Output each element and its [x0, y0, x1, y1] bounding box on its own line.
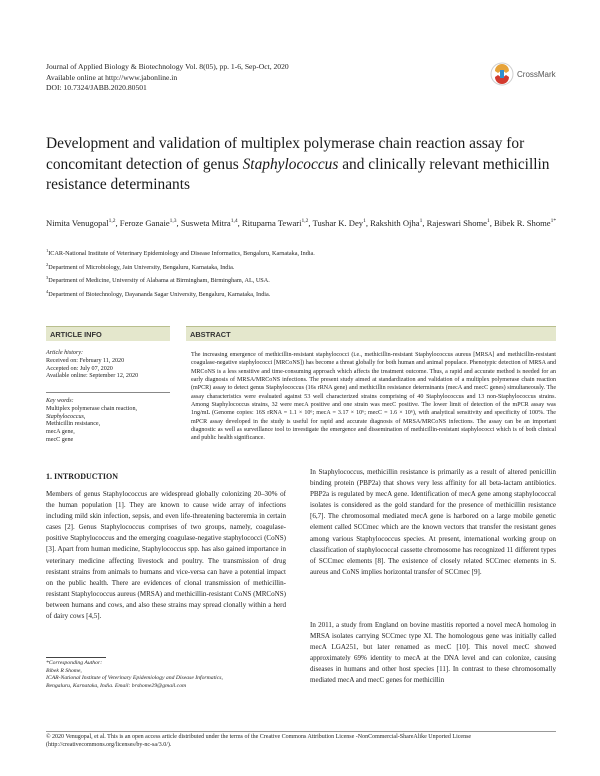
keywords-block [46, 398, 170, 445]
corresponding-author [46, 660, 286, 690]
keyword-item: mecC gene [46, 436, 74, 443]
journal-doi[interactable]: DOI: 10.7324/JABB.2020.80501 [46, 83, 147, 93]
affiliation-list [46, 246, 566, 301]
author-affil-marker: 1* [550, 218, 557, 224]
article-history [46, 350, 170, 381]
affiliation-item: $^3$Department of Medicine, University of Alabama at Birmingham, Birmingham, AL, USA. [46, 275, 270, 285]
author-name: Rajeswari Shome$^1$ [426, 217, 490, 228]
crossmark-label: CrossMark [517, 70, 556, 79]
author-affil-marker: 1,2 [301, 218, 309, 224]
corr-affil: ICAR-National Institute of Veterinary Epidemiology and Disease Informatics, [46, 675, 223, 682]
abstract-text: The increasing emergence of methicillin-resistant staphylococci (i.e., methicillin-resistant Staphylococcus aureus [MRSA] and methicillin-resistant coagulase-negative staphylococci [MRCoNS]) has become a threat globally for both human and animal populace. Phenotypic detection of MRSA and MRCoNS is a less sensitive and time-consuming approach which affects the treatment outcome. Thus, a rapid and accurate method is needed for an early diagnosis of MRSA/MRCoNS infections. The present study aimed at standardization and validation of a multiplex polymerase chain reaction (mPCR) assay to detect genus Staphylococcus (16s rRNA gene) and methicillin resistance determinants (mecA and mecC genes) simultaneously. The assay characteristics were evaluated against 53 well characterized strains comprising of 40 Staphylococcus and 13 non-Staphylococcus strains. Among Staphylococcus strains, 32 were mecA positive and one strain was mecC positive. The lower limit of detection of the mPCR assay was 1ng/mL (Genome copies: 16S rRNA = 1.1 × 10⁶; mecA = 3.17 × 10⁶; mecC = 1.6 × 10⁶), with analytical sensitivity and specificity of 100%. The mPCR assay developed in the study is useful for rapid and accurate diagnosis of MRSA/MRCoNS infections. The assay can be an important diagnostic as well as surveillance tool to investigate the emergence and dissemination of methicillin-resistant staphylococci which is of both clinical and public health significance. [191, 352, 556, 442]
corr-label: *Corresponding Author: [46, 660, 103, 666]
author-affil-marker: 1 [363, 218, 366, 224]
keywords-label: Key words: [46, 398, 74, 404]
journal-url[interactable]: Available online at http://www.jabonline.in [46, 72, 178, 82]
accepted-date: Accepted on: July 07, 2020 [46, 365, 113, 372]
author-name: Feroze Ganaie$^{1,3}$ [119, 217, 177, 228]
author-affil-marker: 1,4 [230, 218, 238, 224]
section-heading-introduction: 1. INTRODUCTION [46, 472, 119, 481]
crossmark-icon [491, 63, 513, 85]
author-name: Rituparna Tewari$^{1,2}$ [241, 217, 309, 228]
footer-rule [46, 731, 556, 732]
intro-paragraph-right-1: In Staphylococcus, methicillin resistance is primarily as a result of altered penicillin binding protein (PBP2a) that shows very less affinity for all beta-lactam antibiotics. PBP2a is regulated by mecA gene. Identification of mecA gene among staphylococcal isolates is considered as the gold standard for the presence of methicillin resistance [6,7]. The chromosomal mediated mecA gene is harbored on a large mobile genetic element called SCCmec which are the known vectors that transfer the resistant genes among various Staphylococcus species. At present, international working group on classification of staphylococcal cassette chromosome has recognized 11 different types of SCCmec elements [8]. The existence of closely related SCCmec elements in S. aureus and CoNS implies horizontal transfer of SCCmec [9]. [310, 468, 556, 576]
available-date: Available online: September 12, 2020 [46, 373, 139, 380]
intro-paragraph-left: Members of genus Staphylococcus are widespread globally colonizing 20–30% of the human population [1]. They are known to cause wide array of infections including mild skin infection, sepsis, and even life-threatening bacteremia in certain cases [2]. Genus Staphylococcus comprises of two groups, namely, coagulase-positive Staphylococcus and the emerging coagulase-negative staphylococci (CoNS) [3]. Apart from human medicine, Staphylococcus spp. has also gained importance in veterinary medicine affecting livestock and poultry. The transmission of drug resistant strains from animals to humans and vice-versa can have a potential impact on the public health. There are evidences of clonal transmission of methicillin-resistant Staphylococcus aureus (MRSA) and methicillin-resistant CoNS (MRCoNS) between humans and cows, and also these strains may spread clonally within a herd of dairy cows [4,5]. [46, 490, 286, 621]
footnote-rule [46, 657, 106, 658]
author-affil-marker: 1 [419, 218, 423, 224]
received-date: Received on: February 11, 2020 [46, 357, 125, 364]
divider [46, 392, 170, 393]
license-text: © 2020 Venugopal, et al. This is an open access article distributed under the terms of the Creative Commons Attribution License -NonCommercial-ShareAlike Unported License (http://creativecommons.org/licenses/by-nc-sa/3.0/). [46, 734, 472, 748]
corr-address: Bengaluru, Karnataka, India. Email: brshome29@gmail.com [46, 682, 187, 689]
author-affil-marker: 1,3 [169, 218, 177, 224]
corr-name: Bibek R Shome, [46, 667, 82, 674]
author-affil-marker: 1,2 [108, 218, 116, 224]
history-label: Article history: [46, 350, 84, 356]
author-list: Nimita Venugopal$^{1,2}$, Feroze Ganaie$^{1,3}$, Susweta Mitra$^{1,4}$, Rituparna Tewari$^{1,2}$, Tushar K. Dey$^1$, Rakshith Ojha$^1$, Rajeswari Shome$^1$, Bibek R. Shome$^{1*}$ [46, 217, 557, 228]
author-name: Bibek R. Shome$^{1*}$ [494, 217, 557, 228]
keyword-item: Multiplex polymerase chain reaction, [46, 405, 138, 412]
author-name: Nimita Venugopal$^{1,2}$ [46, 217, 116, 228]
author-name: Susweta Mitra$^{1,4}$ [180, 217, 238, 228]
abstract-heading: ABSTRACT [186, 326, 556, 341]
article-info-heading: ARTICLE INFO [46, 326, 170, 341]
affiliation-item: $^1$ICAR-National Institute of Veterinary Epidemiology and Disease Informatics, Bengaluru, Karnataka, India. [46, 248, 315, 258]
intro-paragraph-right-2: In 2011, a study from England on bovine mastitis reported a novel mecA homolog in MRSA isolates carrying SCCmec type XI. The homologous gene was initially called mecA LGA251, but later renamed as mecC [10]. This novel mecC showed approximately 69% identity to mecA at the DNA level and can colonize, causing diseases in humans and other host species [11]. In contrast to these chromosomally mediated mecA and mecC genes for methicillin [310, 621, 556, 685]
crossmark-logo[interactable] [490, 61, 556, 87]
affiliation-item: $^4$Department of Biotechnology, Dayananda Sagar University, Bengaluru, Karnataka, India. [46, 288, 271, 299]
author-name: Tushar K. Dey$^1$ [312, 217, 366, 228]
keyword-item: Methicillin resistance, [46, 421, 101, 428]
author-name: Rakshith Ojha$^1$ [370, 217, 423, 228]
journal-citation: Journal of Applied Biology & Biotechnology Vol. 8(05), pp. 1-6, Sep-Oct, 2020 [46, 62, 289, 71]
journal-meta [46, 62, 289, 94]
affiliation-item: $^2$Department of Microbiology, Jain University, Bengaluru, Karnataka, India. [46, 261, 235, 271]
keyword-item: Staphylococcus, [46, 413, 86, 420]
author-affil-marker: 1 [487, 218, 490, 224]
article-title: Development and validation of multiplex polymerase chain reaction assay for concomitant detection of genus Staphylococcus and clinically relevant methicillin resistance determinants [46, 135, 550, 193]
keyword-item: mecA gene, [46, 429, 75, 436]
